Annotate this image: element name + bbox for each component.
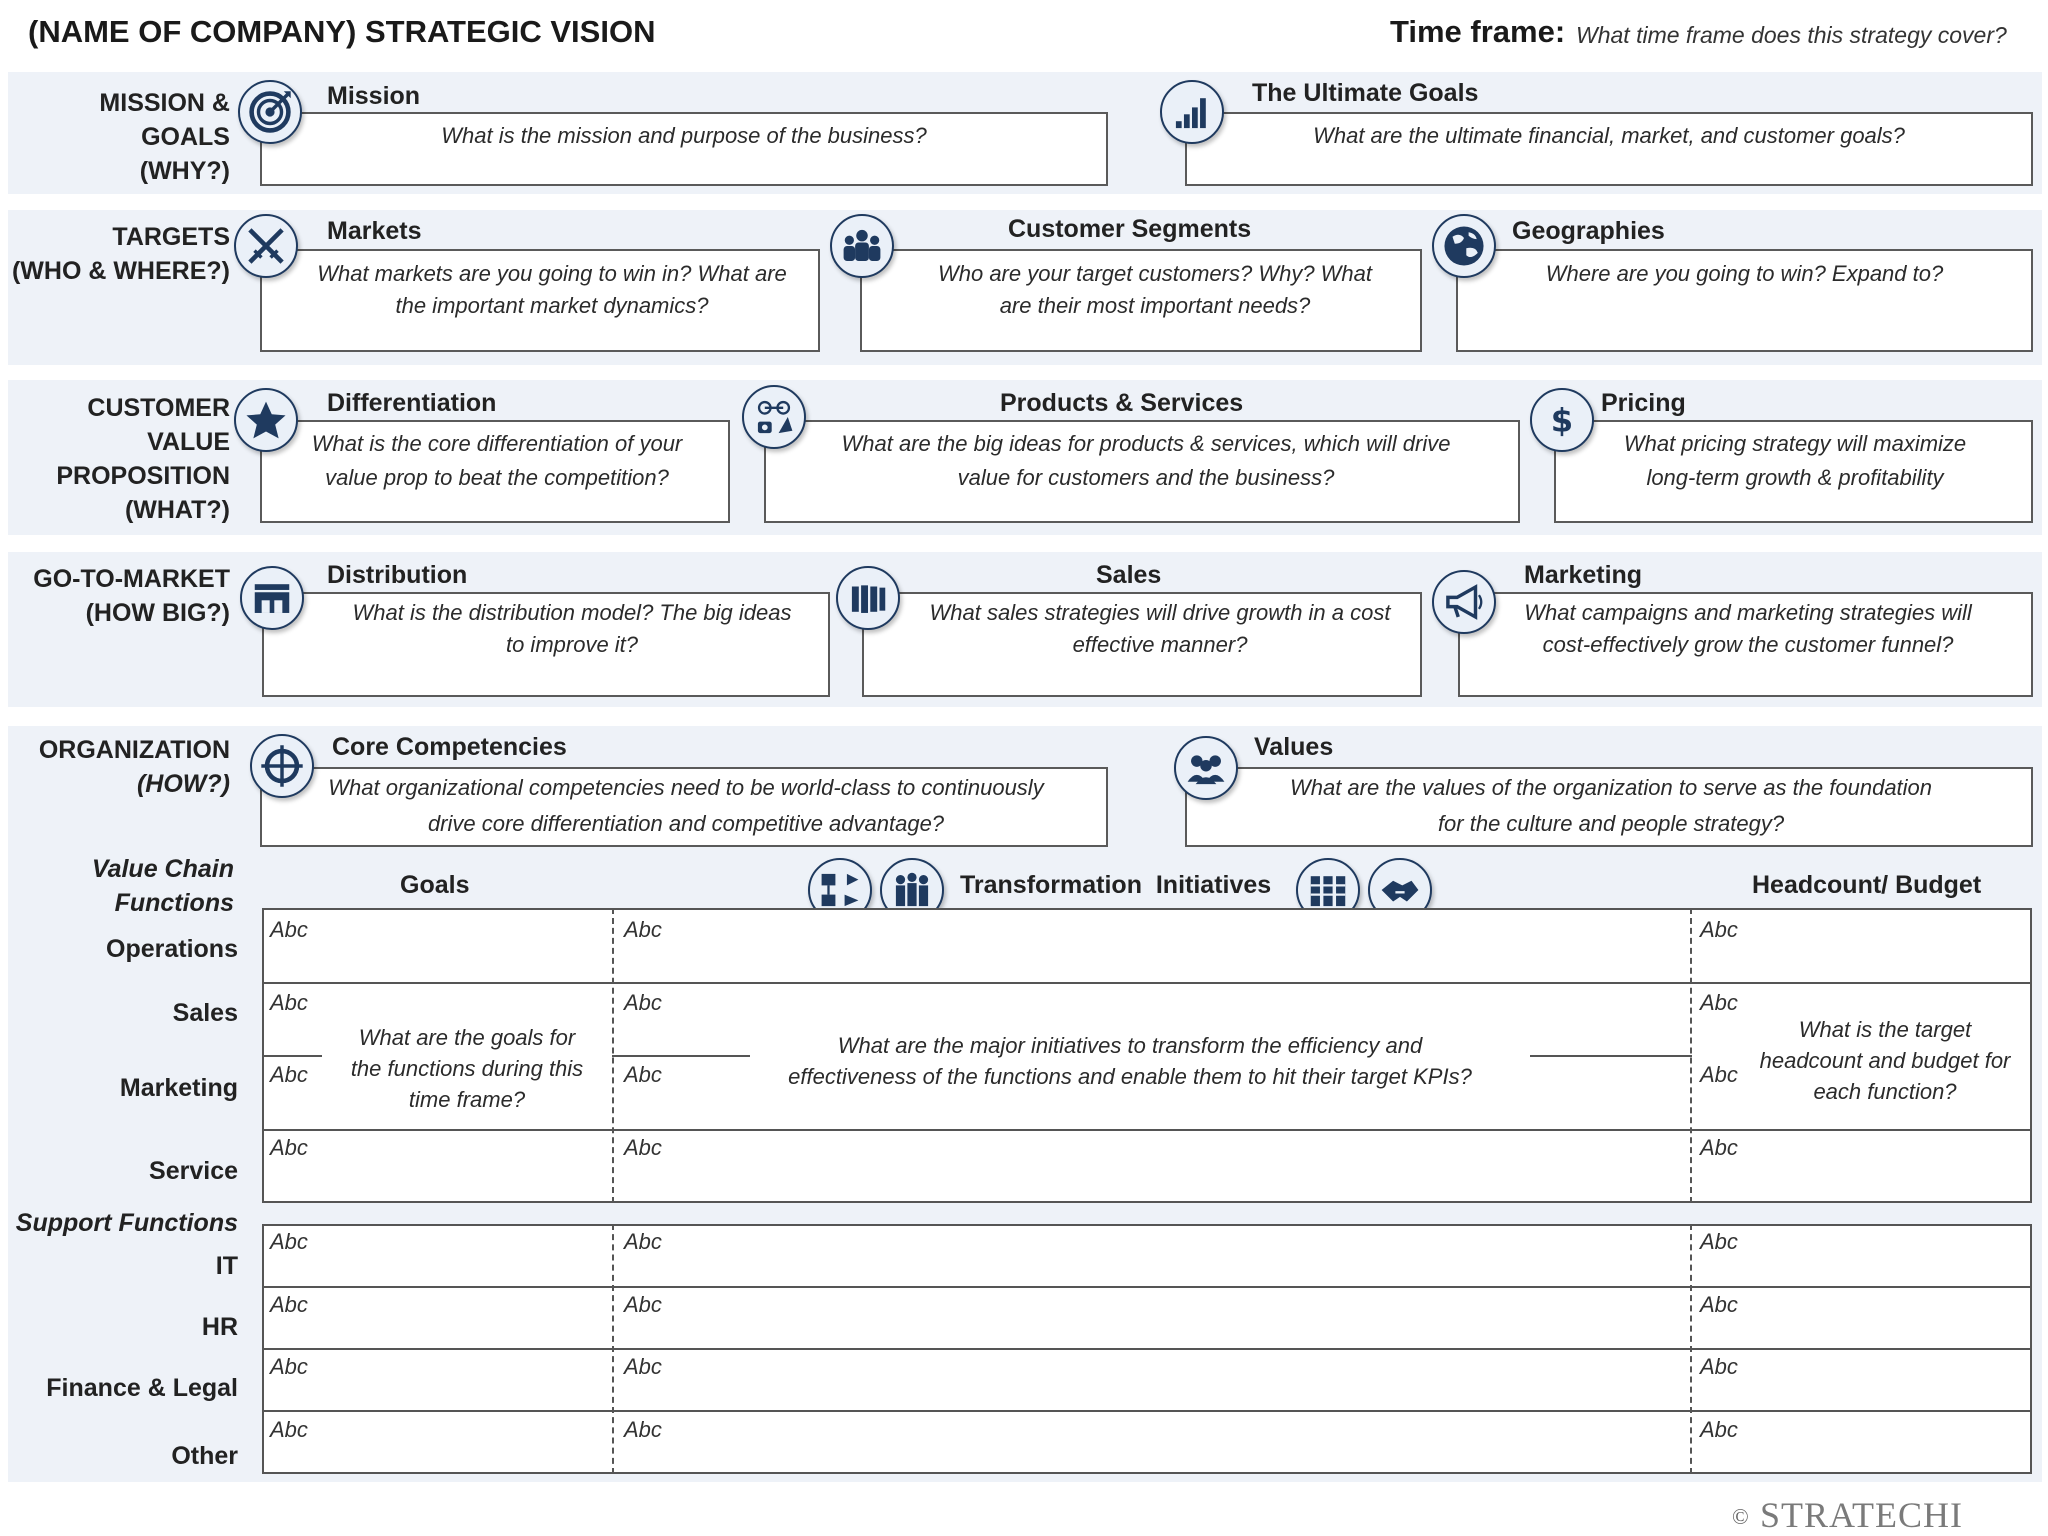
cell-placeholder[interactable]: Abc bbox=[270, 1135, 308, 1160]
crosshair-icon bbox=[250, 734, 314, 798]
row-divider bbox=[262, 1129, 2032, 1131]
section-label-targets: TARGETS (WHO & WHERE?) bbox=[11, 223, 230, 285]
cell-placeholder[interactable]: Abc bbox=[1700, 990, 1738, 1015]
cell-placeholder[interactable]: Abc bbox=[624, 1229, 662, 1254]
cell-placeholder[interactable]: Abc bbox=[624, 990, 662, 1015]
cell-placeholder[interactable]: Abc bbox=[624, 1062, 662, 1087]
row-label-operations: Operations bbox=[106, 935, 238, 963]
pricing-question: What pricing strategy will maximize long-term growth & profitability bbox=[1623, 431, 1967, 490]
goals-prompt: What are the goals for the functions during this time frame? bbox=[350, 1025, 584, 1112]
col-divider bbox=[612, 1224, 614, 1474]
cell-placeholder[interactable]: Abc bbox=[624, 1292, 662, 1317]
cell-placeholder[interactable]: Abc bbox=[1700, 1417, 1738, 1442]
sales-icon bbox=[836, 566, 900, 630]
team-icon bbox=[1174, 736, 1238, 800]
brand-watermark: STRATECHI bbox=[1760, 1495, 1964, 1535]
markets-question: What markets are you going to win in? What are the important market dynamics? bbox=[317, 261, 787, 318]
sales-question: What sales strategies will drive growth in a cost effective manner? bbox=[929, 600, 1391, 657]
crossed-swords-icon bbox=[234, 214, 298, 278]
section-label-cvp: CUSTOMER VALUE PROPOSITION (WHAT?) bbox=[56, 394, 230, 524]
row-label-sales: Sales bbox=[172, 999, 238, 1027]
cell-placeholder[interactable]: Abc bbox=[270, 1062, 308, 1087]
core-competencies-question: What organizational competencies need to be world-class to continuously drive core differentiation and competitive advantage? bbox=[328, 775, 1044, 836]
row-divider bbox=[262, 982, 2032, 984]
col-divider bbox=[612, 908, 614, 1203]
cell-placeholder[interactable]: Abc bbox=[1700, 1354, 1738, 1379]
value-chain-label: Value Chain Functions bbox=[91, 855, 234, 917]
pricing-title: Pricing bbox=[1601, 389, 1686, 417]
star-icon bbox=[234, 388, 298, 452]
geographies-title: Geographies bbox=[1512, 217, 1665, 245]
col-divider bbox=[1690, 1224, 1692, 1474]
col-divider bbox=[1690, 908, 1692, 1203]
values-title: Values bbox=[1254, 733, 1334, 761]
cell-placeholder[interactable]: Abc bbox=[270, 1417, 308, 1442]
cell-placeholder[interactable]: Abc bbox=[624, 917, 662, 942]
distribution-title: Distribution bbox=[327, 561, 468, 589]
row-divider bbox=[262, 1410, 2032, 1412]
cell-placeholder[interactable]: Abc bbox=[624, 1417, 662, 1442]
row-divider bbox=[262, 1286, 2032, 1288]
marketing-question: What campaigns and marketing strategies will cost-effectively grow the customer funnel? bbox=[1524, 600, 1972, 657]
products-icon bbox=[742, 385, 806, 449]
row-label-marketing: Marketing bbox=[119, 1074, 238, 1102]
cell-placeholder[interactable]: Abc bbox=[270, 1354, 308, 1379]
row-label-it: IT bbox=[215, 1252, 238, 1280]
differentiation-title: Differentiation bbox=[327, 389, 497, 417]
col-header-goals: Goals bbox=[400, 871, 470, 899]
cell-placeholder[interactable]: Abc bbox=[270, 990, 308, 1015]
cell-placeholder[interactable]: Abc bbox=[1700, 1292, 1738, 1317]
globe-icon bbox=[1432, 214, 1496, 278]
values-question: What are the values of the organization to serve as the foundation for the culture and people strategy? bbox=[1289, 775, 1933, 836]
initiatives-prompt: What are the major initiatives to transform the efficiency and effectiveness of the functions and enable them to hit their target KPIs? bbox=[788, 1033, 1472, 1089]
core-competencies-title: Core Competencies bbox=[332, 733, 567, 761]
mission-title: Mission bbox=[327, 82, 421, 110]
row-divider bbox=[612, 1055, 750, 1057]
section-label-gtm: GO-TO-MARKET (HOW BIG?) bbox=[33, 565, 230, 627]
row-label-other: Other bbox=[171, 1442, 238, 1470]
section-label-mission-goals: MISSION & GOALS (WHY?) bbox=[99, 89, 230, 185]
page-title: (NAME OF COMPANY) STRATEGIC VISION bbox=[28, 14, 656, 49]
cell-placeholder[interactable]: Abc bbox=[1700, 1229, 1738, 1254]
geographies-question: Where are you going to win? Expand to? bbox=[1545, 261, 1944, 286]
cell-placeholder[interactable]: Abc bbox=[624, 1354, 662, 1379]
row-divider bbox=[1530, 1055, 1692, 1057]
customer-segments-question: Who are your target customers? Why? What are their most important needs? bbox=[937, 261, 1373, 318]
copyright-symbol: © bbox=[1732, 1504, 1749, 1529]
products-services-question: What are the big ideas for products & services, which will drive value for customers and the business? bbox=[841, 431, 1451, 490]
cell-placeholder[interactable]: Abc bbox=[1700, 917, 1738, 942]
cell-placeholder[interactable]: Abc bbox=[1700, 1135, 1738, 1160]
storefront-icon bbox=[240, 566, 304, 630]
row-label-service: Service bbox=[149, 1157, 238, 1185]
marketing-title: Marketing bbox=[1524, 561, 1643, 589]
col-header-headcount: Headcount/ Budget bbox=[1752, 871, 1982, 899]
row-label-finance-legal: Finance & Legal bbox=[46, 1374, 238, 1402]
ultimate-goals-title: The Ultimate Goals bbox=[1252, 79, 1479, 107]
cell-placeholder[interactable]: Abc bbox=[270, 1229, 308, 1254]
target-icon bbox=[238, 80, 302, 144]
cell-placeholder[interactable]: Abc bbox=[1700, 1062, 1738, 1087]
col-header-initiatives: Transformation Initiatives bbox=[960, 871, 1272, 899]
cell-placeholder[interactable]: Abc bbox=[624, 1135, 662, 1160]
mission-question: What is the mission and purpose of the business? bbox=[441, 123, 927, 148]
timeframe-label: Time frame: bbox=[1390, 14, 1566, 49]
markets-title: Markets bbox=[327, 217, 422, 245]
differentiation-question: What is the core differentiation of your value prop to beat the competition? bbox=[311, 431, 683, 490]
svg-text:$: $ bbox=[1550, 401, 1574, 440]
products-services-title: Products & Services bbox=[1000, 389, 1244, 417]
row-divider bbox=[262, 1348, 2032, 1350]
bar-chart-icon bbox=[1160, 80, 1224, 144]
sales-title: Sales bbox=[1096, 561, 1162, 589]
ultimate-goals-question: What are the ultimate financial, market, and customer goals? bbox=[1313, 123, 1905, 148]
dollar-icon bbox=[1530, 388, 1594, 452]
distribution-question: What is the distribution model? The big ideas to improve it? bbox=[352, 600, 792, 657]
megaphone-icon bbox=[1432, 570, 1496, 634]
support-functions-label: Support Functions bbox=[15, 1209, 238, 1237]
cell-placeholder[interactable]: Abc bbox=[270, 917, 308, 942]
customer-segments-title: Customer Segments bbox=[1008, 215, 1252, 243]
people-group-icon bbox=[830, 214, 894, 278]
row-divider bbox=[262, 1055, 322, 1057]
headcount-prompt: What is the target headcount and budget for each function? bbox=[1759, 1017, 2011, 1104]
section-label-organization: ORGANIZATION (HOW?) bbox=[38, 736, 230, 798]
timeframe-question: What time frame does this strategy cover? bbox=[1576, 22, 2007, 48]
cell-placeholder[interactable]: Abc bbox=[270, 1292, 308, 1317]
row-label-hr: HR bbox=[201, 1313, 238, 1341]
